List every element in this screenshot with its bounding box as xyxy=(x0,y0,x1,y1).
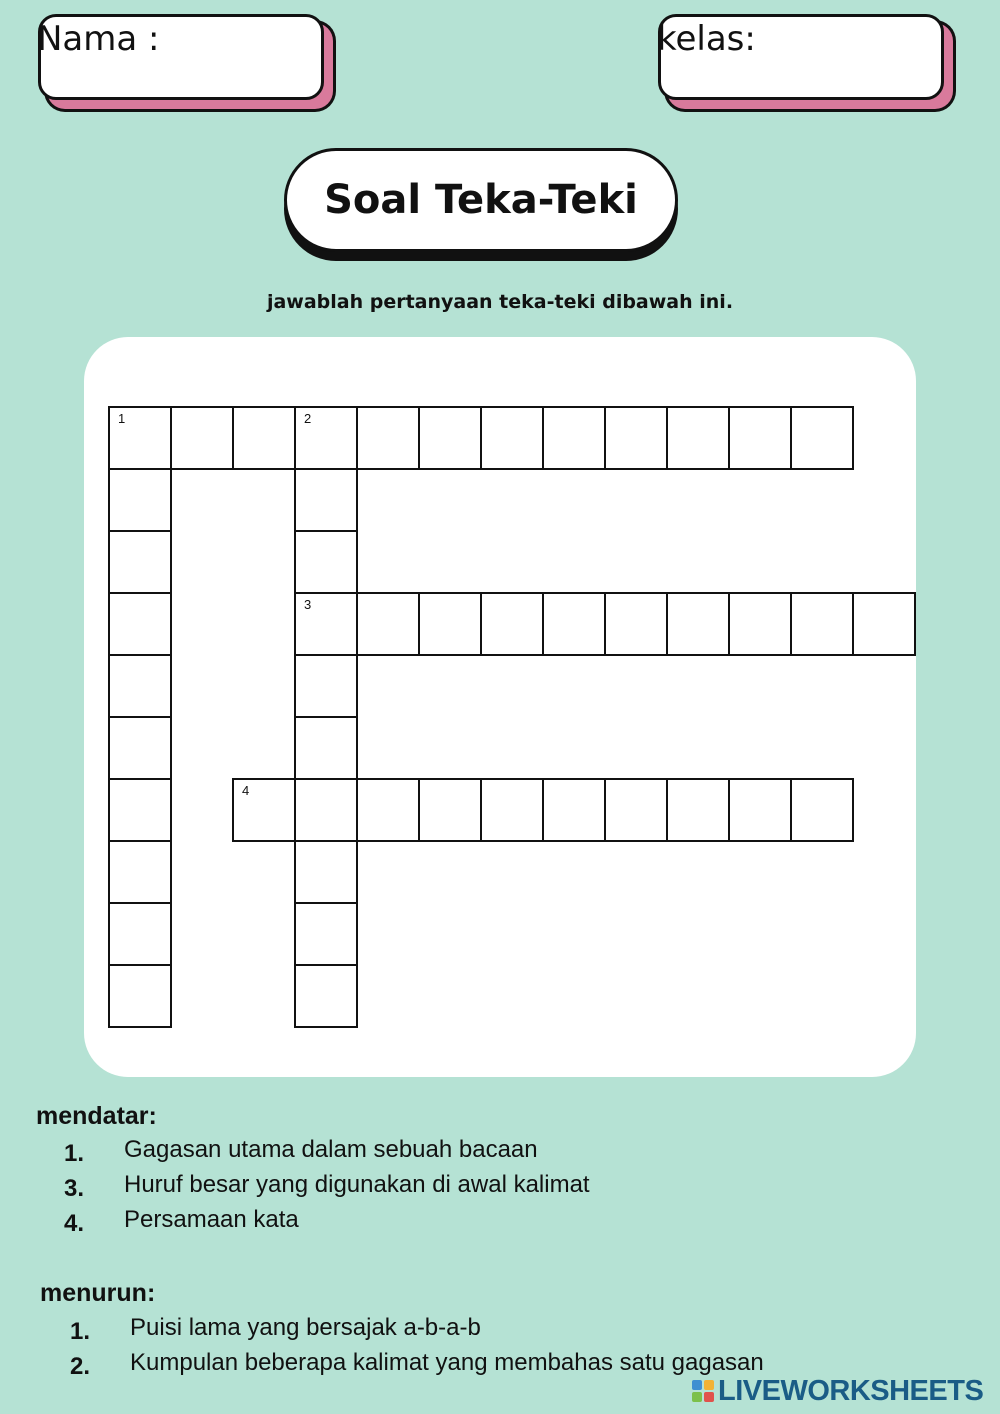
crossword-cell[interactable] xyxy=(170,406,234,470)
brand-name: LIVEWORKSHEETS xyxy=(718,1374,984,1407)
crossword-cell[interactable] xyxy=(108,716,172,780)
crossword-cell[interactable] xyxy=(108,530,172,594)
clue-text: Huruf besar yang digunakan di awal kalimat xyxy=(124,1171,590,1198)
crossword-cell[interactable] xyxy=(790,592,854,656)
crossword-cell[interactable] xyxy=(542,778,606,842)
crossword-cell[interactable] xyxy=(666,778,730,842)
crossword-cell[interactable] xyxy=(294,654,358,718)
crossword-cell[interactable] xyxy=(604,778,668,842)
crossword-cell[interactable] xyxy=(294,902,358,966)
name-field[interactable] xyxy=(38,14,324,100)
crossword-cell[interactable] xyxy=(356,406,420,470)
class-field[interactable] xyxy=(658,14,944,100)
crossword-cell[interactable] xyxy=(356,592,420,656)
crossword-cell[interactable] xyxy=(108,778,172,842)
crossword-cell[interactable] xyxy=(604,406,668,470)
down-heading: menurun: xyxy=(40,1279,156,1307)
liveworksheets-logo xyxy=(692,1373,983,1409)
class-label: kelas: xyxy=(657,19,756,59)
liveworksheets-icon xyxy=(692,1380,714,1402)
cell-number: 2 xyxy=(304,411,312,426)
crossword-cell[interactable] xyxy=(108,468,172,532)
crossword-cell[interactable] xyxy=(108,406,172,470)
crossword-cell[interactable] xyxy=(480,406,544,470)
crossword-cell[interactable] xyxy=(418,406,482,470)
cell-number: 4 xyxy=(242,783,250,798)
crossword-cell[interactable] xyxy=(232,778,296,842)
crossword-cell[interactable] xyxy=(294,716,358,780)
crossword-cell[interactable] xyxy=(852,592,916,656)
clue-number: 1. xyxy=(70,1318,91,1345)
crossword-cell[interactable] xyxy=(418,778,482,842)
crossword-cell[interactable] xyxy=(480,778,544,842)
clue-number: 2. xyxy=(70,1353,91,1380)
crossword-cell[interactable] xyxy=(604,592,668,656)
crossword-cell[interactable] xyxy=(108,964,172,1028)
crossword-cell[interactable] xyxy=(108,592,172,656)
crossword-cell[interactable] xyxy=(790,778,854,842)
crossword-cell[interactable] xyxy=(108,654,172,718)
clue-text: Gagasan utama dalam sebuah bacaan xyxy=(124,1136,538,1163)
clue-number: 4. xyxy=(64,1210,85,1237)
crossword-cell[interactable] xyxy=(542,406,606,470)
name-label: Nama : xyxy=(37,19,160,59)
crossword-cell[interactable] xyxy=(356,778,420,842)
crossword-cell[interactable] xyxy=(294,468,358,532)
cell-number: 3 xyxy=(304,597,312,612)
crossword-cell[interactable] xyxy=(666,592,730,656)
crossword-cell[interactable] xyxy=(542,592,606,656)
crossword-cell[interactable] xyxy=(728,592,792,656)
page-title: Soal Teka-Teki xyxy=(324,177,638,223)
clue-text: Persamaan kata xyxy=(124,1206,299,1233)
clue-text: Puisi lama yang bersajak a-b-a-b xyxy=(130,1314,481,1341)
title-banner xyxy=(284,148,678,252)
clue-text: Kumpulan beberapa kalimat yang membahas satu gagasan xyxy=(130,1349,764,1376)
crossword-cell[interactable] xyxy=(294,406,358,470)
cell-number: 1 xyxy=(118,411,126,426)
crossword-cell[interactable] xyxy=(294,964,358,1028)
clue-number: 3. xyxy=(64,1175,85,1202)
instruction-text: jawablah pertanyaan teka-teki dibawah ini. xyxy=(266,291,734,313)
across-heading: mendatar: xyxy=(36,1102,157,1130)
crossword-cell[interactable] xyxy=(294,530,358,594)
crossword-cell[interactable] xyxy=(728,406,792,470)
crossword-cell[interactable] xyxy=(418,592,482,656)
crossword-cell[interactable] xyxy=(294,592,358,656)
crossword-cell[interactable] xyxy=(728,778,792,842)
crossword-cell[interactable] xyxy=(108,902,172,966)
crossword-cell[interactable] xyxy=(108,840,172,904)
crossword-cell[interactable] xyxy=(666,406,730,470)
crossword-cell[interactable] xyxy=(480,592,544,656)
crossword-cell[interactable] xyxy=(790,406,854,470)
crossword-cell[interactable] xyxy=(232,406,296,470)
clue-number: 1. xyxy=(64,1140,85,1167)
crossword-cell[interactable] xyxy=(294,778,358,842)
crossword-cell[interactable] xyxy=(294,840,358,904)
